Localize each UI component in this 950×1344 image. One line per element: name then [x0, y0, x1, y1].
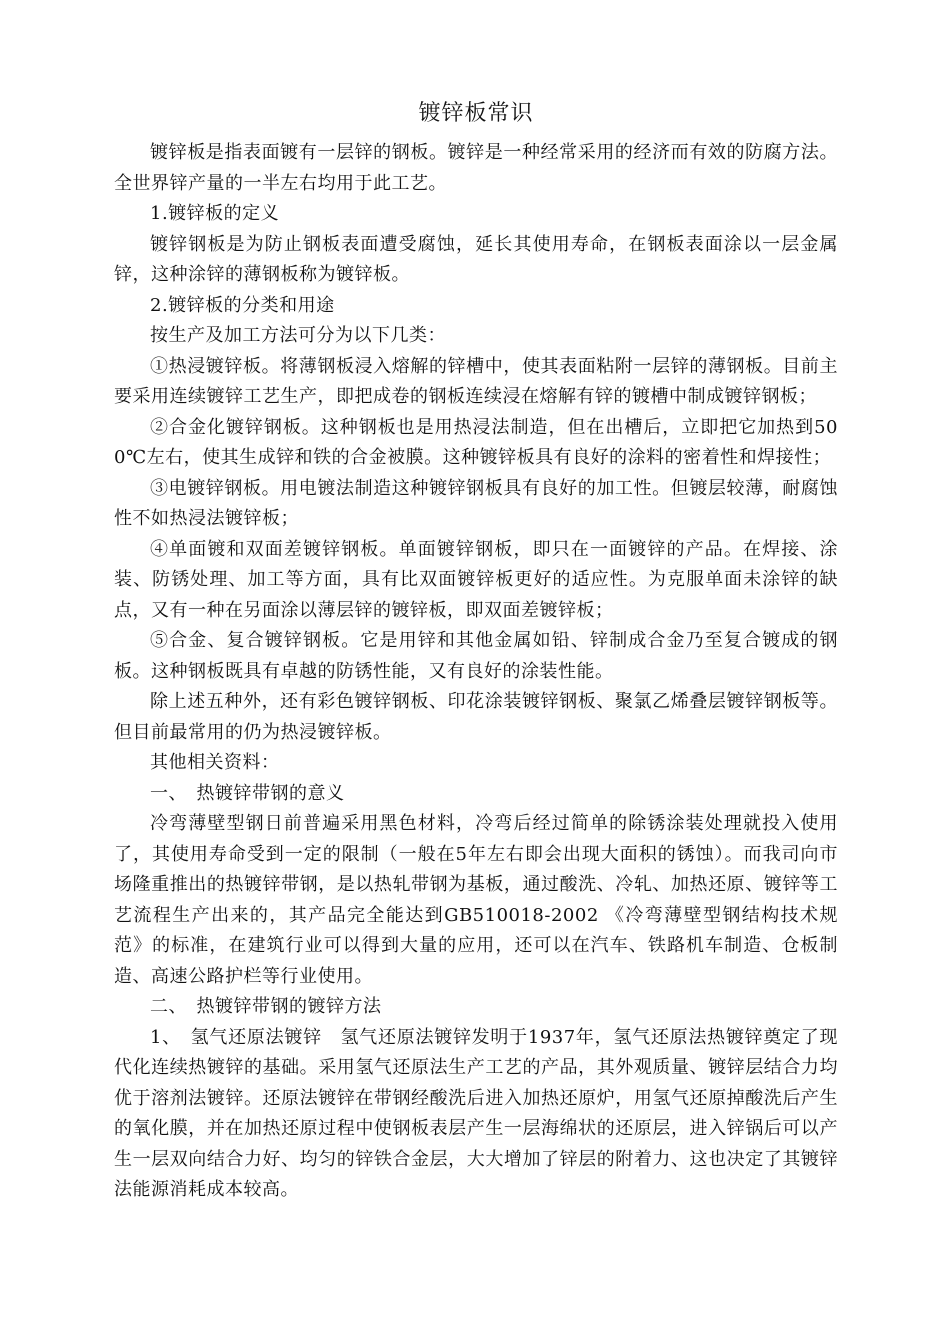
heading-other-info: 其他相关资料： — [150, 752, 280, 773]
paragraph-type-2: ②合金化镀锌钢板。这种钢板也是用热浸法制造，但在出槽后，立即把它加热到500℃左右，使其生成锌和铁的合金被膜。这种镀锌板具有良好的涂料的密着性和焊接性； — [114, 416, 838, 468]
paragraph-type-4: ④单面镀和双面差镀锌钢板。单面镀锌钢板，即只在一面镀锌的产品。在焊接、涂装、防锈处理、加工等方面，具有比双面镀锌板更好的适应性。为克服单面未涂锌的缺点，又有一种在另面涂以薄层锌的镀锌板，即双面差镀锌板； — [114, 538, 838, 621]
paragraph-intro: 镀锌板是指表面镀有一层锌的钢板。镀锌是一种经常采用的经济而有效的防腐方法。全世界锌产量的一半左右均用于此工艺。 — [114, 142, 838, 194]
paragraph-other-types: 除上述五种外，还有彩色镀锌钢板、印花涂装镀锌钢板、聚氯乙烯叠层镀锌钢板等。但目前最常用的仍为热浸镀锌板。 — [114, 691, 838, 743]
heading-section-1: 一、 热镀锌带钢的意义 — [150, 782, 345, 804]
document-title: 镀锌板常识 — [418, 101, 534, 126]
heading-classification: 2.镀锌板的分类和用途 — [150, 294, 335, 316]
paragraph-type-1: ①热浸镀锌板。将薄钢板浸入熔解的锌槽中，使其表面粘附一层锌的薄钢板。目前主要采用连续镀锌工艺生产，即把成卷的钢板连续浸在熔解有锌的镀槽中制成镀锌钢板； — [114, 355, 838, 407]
paragraph-classification-intro: 按生产及加工方法可分为以下几类： — [150, 325, 446, 346]
paragraph-type-5: ⑤合金、复合镀锌钢板。它是用锌和其他金属如铅、锌制成合金乃至复合镀成的钢板。这种钢板既具有卓越的防锈性能，又有良好的涂装性能。 — [114, 630, 838, 682]
heading-definition: 1.镀锌板的定义 — [150, 203, 280, 224]
paragraph-section-1: 冷弯薄壁型钢日前普遍采用黑色材料，冷弯后经过简单的除锈涂装处理就投入使用了，其使用寿命受到一定的限制（一般在5年左右即会出现大面积的锈蚀）。而我司向市场隆重推出的热镀锌带钢，是以热轧带钢为基板，通过酸洗、冷轧、加热还原、镀锌等工艺流程生产出来的，其产品完全能达到GB510018-2002 《冷弯薄壁型钢结构技术规范》的标准，在建筑行业可以得到大量的应用，还可以在汽车、铁路机车制造、仓板制造、高速公路护栏等行业使用。 — [114, 813, 838, 987]
heading-section-2: 二、 热镀锌带钢的镀锌方法 — [150, 996, 382, 1017]
document-page — [114, 96, 838, 1206]
paragraph-definition: 镀锌钢板是为防止钢板表面遭受腐蚀，延长其使用寿命，在钢板表面涂以一层金属锌，这种涂锌的薄钢板称为镀锌板。 — [114, 233, 838, 285]
paragraph-hydrogen-method: 1、 氢气还原法镀锌 氢气还原法镀锌发明于1937年，氢气还原法热镀锌奠定了现代化连续热镀锌的基础。采用氢气还原法生产工艺的产品，其外观质量、镀锌层结合力均优于溶剂法镀锌。还原法镀锌在带钢经酸洗后进入加热还原炉，用氢气还原掉酸洗后产生的氧化膜，并在加热还原过程中使钢板表层产生一层海绵状的还原层，进入锌锅后可以产生一层双向结合力好、均匀的锌铁合金层，大大增加了锌层的附着力、这也决定了其镀锌法能源消耗成本较高。 — [114, 1026, 838, 1200]
paragraph-type-3: ③电镀锌钢板。用电镀法制造这种镀锌钢板具有良好的加工性。但镀层较薄，耐腐蚀性不如热浸法镀锌板； — [114, 477, 838, 529]
